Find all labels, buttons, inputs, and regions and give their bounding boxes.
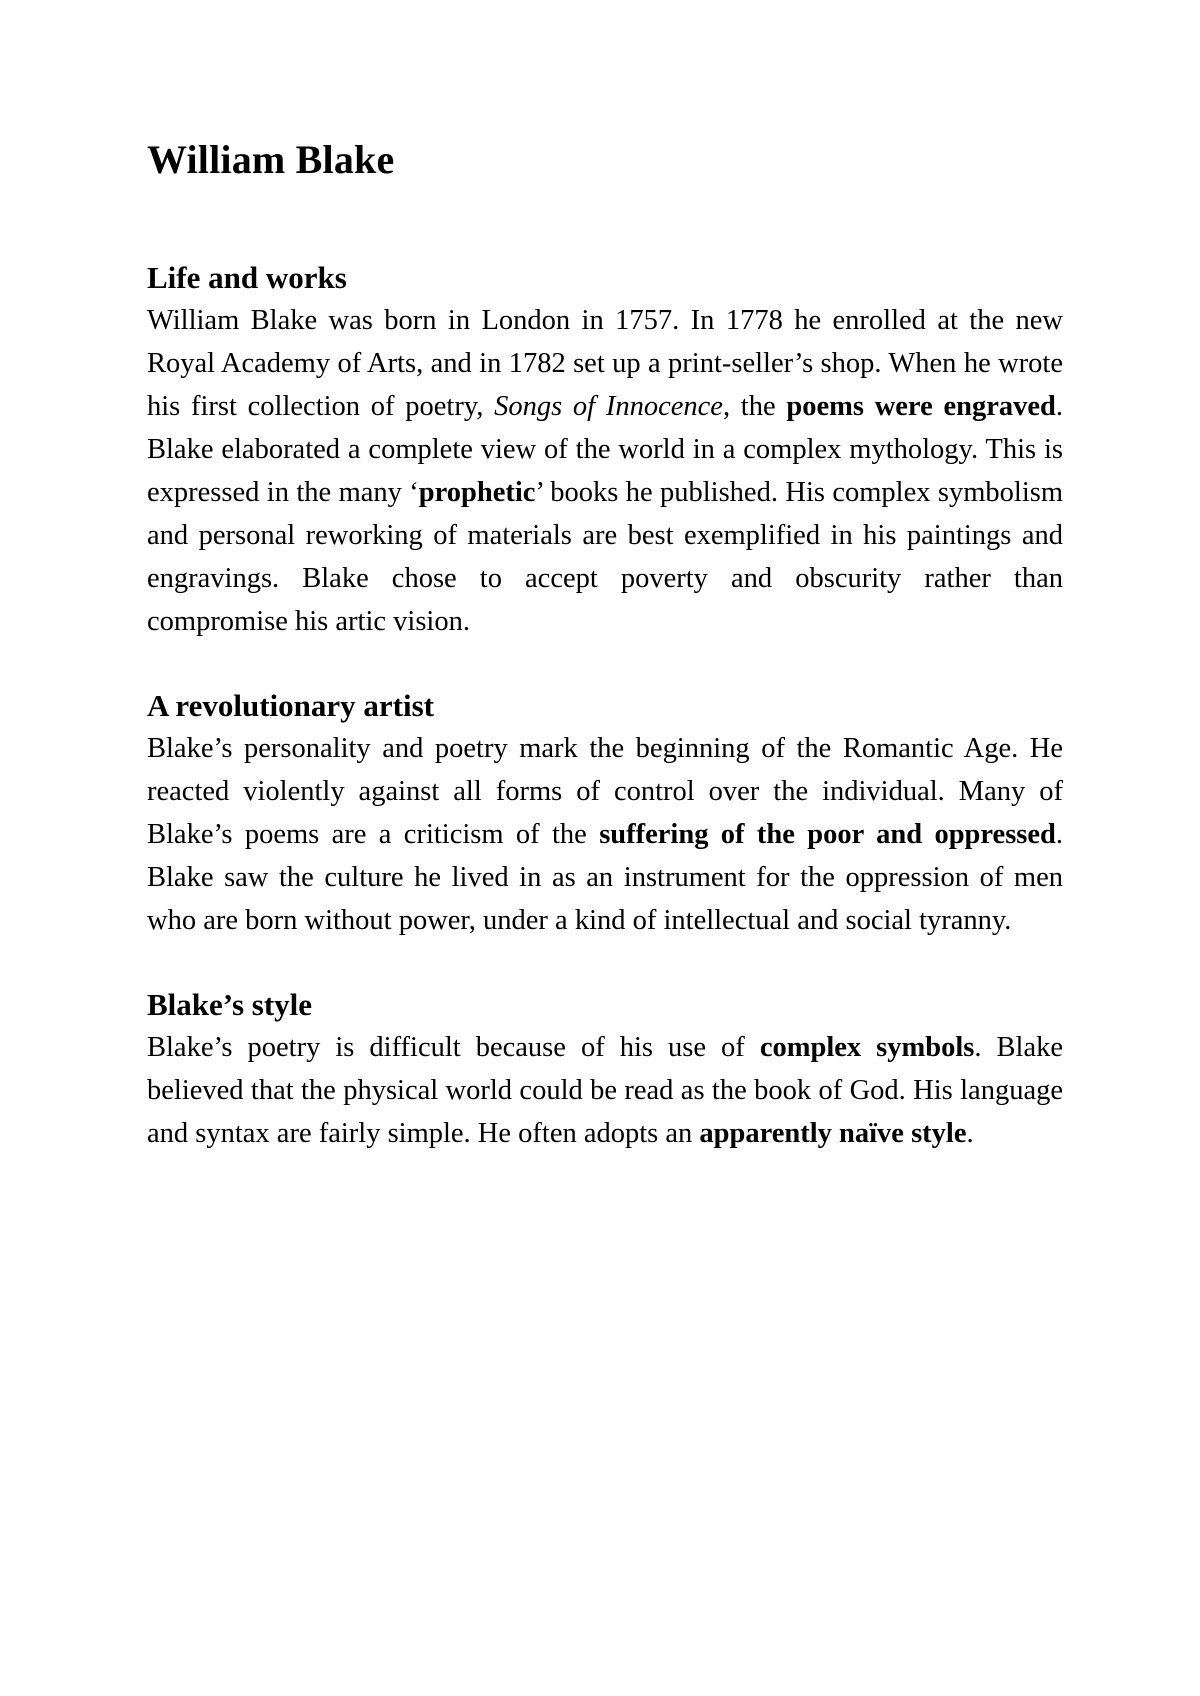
paragraph-text: Blake’s personality and poetry mark the beginning of the Romantic Age. He reacted violently against all forms of control over the individual. Many of Blake’s poems are a criticism of the (147, 733, 1063, 850)
bold-emphasis: poems were engraved (786, 391, 1056, 422)
paragraph-text: ’ books he published. His complex symbolism and personal reworking of materials are best exemplified in his paintings and engravings. Blake chose to accept poverty and obscurity rather than compromise his artic vision. (147, 477, 1063, 637)
paragraph-text: . Blake saw the culture he lived in as an instrument for the oppression of men who are born without power, under a kind of intellectual and social tyranny. (147, 819, 1063, 936)
paragraph-text: . Blake believed that the physical world could be read as the book of God. His language and syntax are fairly simple. He often adopts an (147, 1032, 1064, 1149)
section-blakes-style (147, 983, 1063, 1155)
section-heading: Life and works (147, 260, 347, 295)
section-revolutionary-artist (147, 684, 1063, 942)
section-paragraph (147, 727, 1063, 942)
section-heading: Blake’s style (147, 987, 313, 1022)
section-paragraph (147, 1026, 1063, 1155)
paragraph-text: . Blake elaborated a complete view of the world in a complex mythology. This is expressed in the many ‘ (147, 391, 1063, 508)
document-title: William Blake (147, 137, 395, 182)
bold-emphasis: apparently naïve style (699, 1118, 967, 1149)
bold-emphasis: complex symbols (759, 1032, 975, 1063)
paragraph-text: William Blake was born in London in 1757. In 1778 he enrolled at the new Royal Academy of Arts, and in 1782 set up a print-seller’s shop. When he wrote his first collection of poetry, (147, 305, 1063, 422)
paragraph-text: , the (722, 391, 787, 422)
section-life-and-works (147, 256, 1063, 643)
document-page (147, 137, 1064, 1196)
bold-emphasis: prophetic (418, 477, 536, 508)
italic-book-title: Songs of Innocence (494, 391, 723, 422)
section-paragraph (147, 299, 1063, 643)
bold-emphasis: suffering of the poor and oppressed (599, 819, 1056, 850)
paragraph-text: Blake’s poetry is difficult because of his use of (147, 1032, 760, 1063)
section-heading: A revolutionary artist (147, 688, 435, 723)
paragraph-text: . (966, 1118, 974, 1149)
